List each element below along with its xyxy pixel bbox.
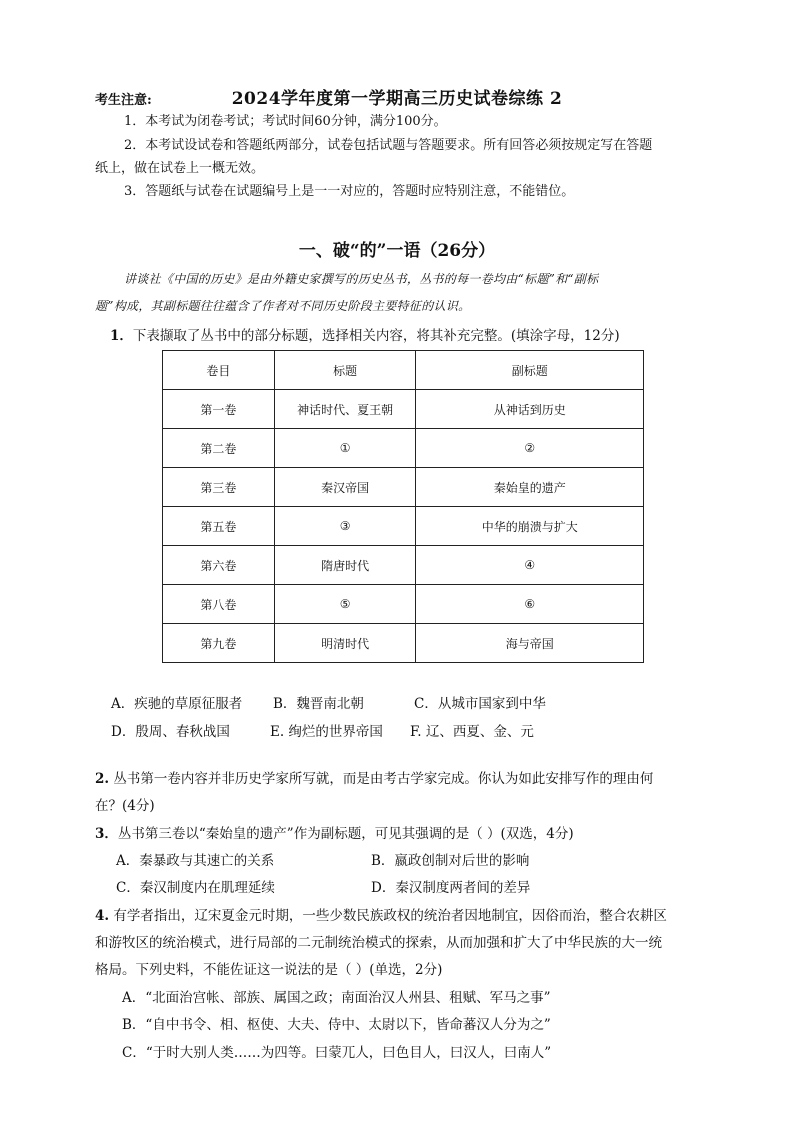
table-cell: ⑤	[274, 585, 416, 624]
table-header: 标题	[274, 351, 416, 390]
notice-line-1: 1．本考试为闭卷考试；考试时间60分钟，满分100分。	[124, 114, 447, 129]
q1-option-e: E. 绚烂的世界帝国	[270, 724, 383, 740]
table-cell: 神话时代、夏王朝	[274, 390, 416, 429]
q2-number: 2.	[95, 771, 110, 787]
table-row	[163, 624, 644, 663]
table-header: 卷目	[163, 351, 275, 390]
q2-line-2: 在？(4分)	[95, 798, 155, 814]
table-cell: 第三卷	[163, 468, 275, 507]
section-intro-line-1: 讲谈社《中国的历史》是由外籍史家撰写的历史丛书，丛书的每一卷均由“标题”和“副标	[124, 272, 599, 286]
notice-line-2: 2．本考试设试卷和答题纸两部分，试卷包括试题与答题要求。所有回答必须按规定写在答题	[124, 138, 653, 153]
q3-number: 3．	[95, 826, 118, 842]
table-header: 副标题	[416, 351, 644, 390]
q4-option-c: C．“于时大别人类……为四等。曰蒙兀人，曰色目人，曰汉人，曰南人”	[122, 1045, 552, 1061]
table-row	[163, 390, 644, 429]
q1-option-a: A．疾驰的草原征服者	[111, 696, 243, 712]
q4-line-3: 格局。下列史料，不能佐证这一说法的是（ ）(单选，2分)	[95, 962, 443, 978]
table-cell: 中华的崩溃与扩大	[416, 507, 644, 546]
section-intro-line-2: 题”构成，其副标题往往蕴含了作者对不同历史阶段主要特征的认识。	[95, 299, 471, 313]
q4-line-1	[95, 904, 667, 924]
q4-number: 4.	[95, 908, 110, 924]
table-row	[163, 429, 644, 468]
q1-option-d: D．殷周、春秋战国	[111, 724, 230, 740]
table-cell: 第五卷	[163, 507, 275, 546]
table-cell: 从神话到历史	[416, 390, 644, 429]
table-cell: ②	[416, 429, 644, 468]
q1-text: 下表撷取了丛书中的部分标题，选择相关内容，将其补充完整。(填涂字母，12分)	[132, 328, 620, 344]
q3-stem	[95, 822, 574, 842]
table-row	[163, 546, 644, 585]
q3-option-d: D．秦汉制度两者间的差异	[371, 880, 531, 896]
table-cell: ①	[274, 429, 416, 468]
q3-option-c: C．秦汉制度内在肌理延续	[116, 880, 275, 896]
q3-text: 丛书第三卷以“秦始皇的遗产”作为副标题，可见其强调的是（ ）(双选，4分)	[117, 826, 574, 842]
table-cell: ③	[274, 507, 416, 546]
q4-option-a: A．“北面治宫帐、部族、属国之政；南面治汉人州县、租赋、军马之事”	[122, 990, 551, 1006]
exam-title: 2024学年度第一学期高三历史试卷综练 2	[231, 89, 563, 109]
volume-table	[162, 350, 644, 663]
table-cell: 第一卷	[163, 390, 275, 429]
notice-label: 考生注意:	[95, 93, 152, 108]
q4-option-b: B．“自中书令、相、枢使、大夫、侍中、太尉以下，皆命蕃汉人分为之”	[122, 1017, 551, 1033]
table-cell: 隋唐时代	[274, 546, 416, 585]
table-cell: ⑥	[416, 585, 644, 624]
q1-number: 1．	[110, 328, 133, 344]
table-row	[163, 585, 644, 624]
table-cell: 海与帝国	[416, 624, 644, 663]
table-cell: 明清时代	[274, 624, 416, 663]
q1-option-f: F. 辽、西夏、金、元	[410, 724, 534, 740]
q3-option-b: B．嬴政创制对后世的影响	[371, 853, 530, 869]
table-header-row	[163, 351, 644, 390]
q2-line-1	[95, 767, 653, 787]
table-cell: 秦汉帝国	[274, 468, 416, 507]
table-cell: ④	[416, 546, 644, 585]
table-cell: 第八卷	[163, 585, 275, 624]
notice-line-3: 3．答题纸与试卷在试题编号上是一一对应的，答题时应特别注意，不能错位。	[124, 184, 575, 199]
q4-line-2: 和游牧区的统治模式，进行局部的二元制统治模式的探索，从而加强和扩大了中华民族的大一统	[95, 935, 662, 951]
table-row	[163, 468, 644, 507]
table-cell: 秦始皇的遗产	[416, 468, 644, 507]
q1-option-b: B．魏晋南北朝	[273, 696, 364, 712]
q2-text: 丛书第一卷内容并非历史学家所写就，而是由考古学家完成。你认为如此安排写作的理由何	[113, 771, 654, 787]
table-row	[163, 507, 644, 546]
table-cell: 第六卷	[163, 546, 275, 585]
table-cell: 第九卷	[163, 624, 275, 663]
notice-line-2-cont: 纸上，做在试卷上一概无效。	[95, 161, 265, 176]
q1-stem	[110, 324, 620, 344]
section-heading: 一、破“的”一语（26分）	[298, 241, 496, 261]
table-cell: 第二卷	[163, 429, 275, 468]
q4-text: 有学者指出，辽宋夏金元时期，一些少数民族政权的统治者因地制宜，因俗而治，整合农耕区	[113, 908, 667, 924]
q3-option-a: A．秦暴政与其速亡的关系	[116, 853, 275, 869]
q1-option-c: C．从城市国家到中华	[414, 696, 546, 712]
